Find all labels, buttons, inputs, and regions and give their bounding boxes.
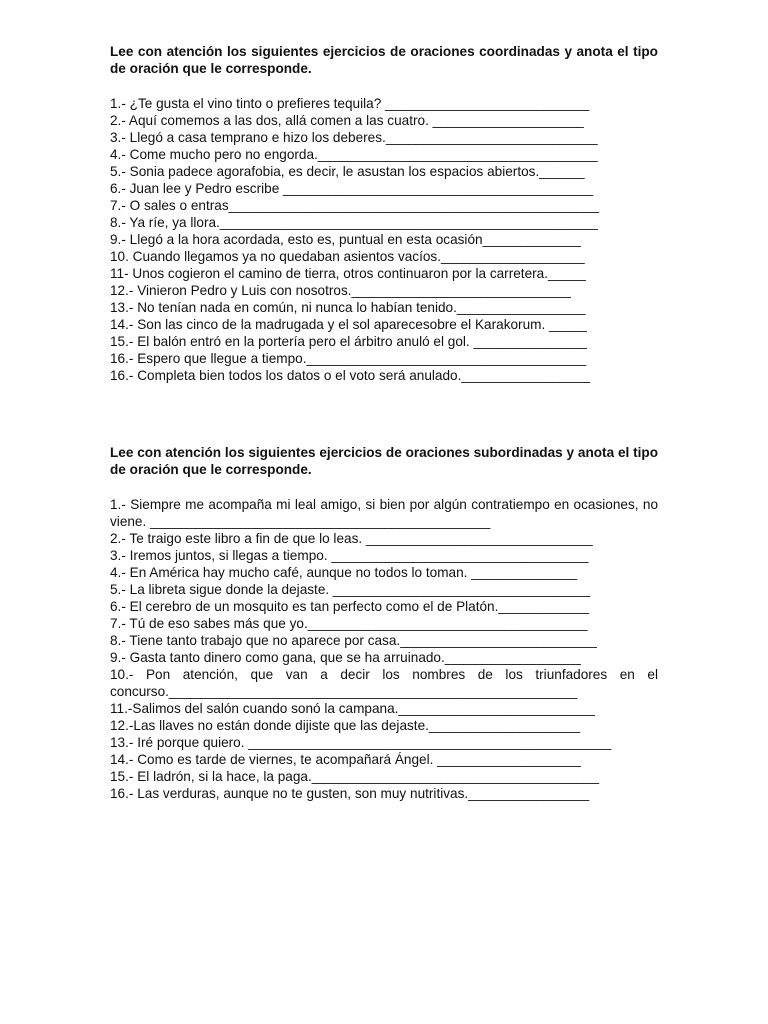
exercise-item: 11.-Salimos del salón cuando sonó la campana.__________________________ bbox=[110, 701, 595, 716]
subordinate-sentences-section bbox=[110, 444, 658, 802]
exercise-item: 3.- Iremos juntos, si llegas a tiempo. __________________________________ bbox=[110, 548, 589, 563]
exercise-item: 5.- Sonia padece agorafobia, es decir, le asustan los espacios abiertos.______ bbox=[110, 164, 585, 179]
exercise-item: 7.- Tú de eso sabes más que yo._____________________________________ bbox=[110, 616, 588, 631]
coordinate-sentences-section bbox=[110, 43, 658, 384]
exercise-list-subordinadas bbox=[110, 496, 658, 802]
exercise-item: 7.- O sales o entras_________________________________________________ bbox=[110, 198, 600, 213]
exercise-list-coordinadas bbox=[110, 95, 658, 384]
exercise-item: 8.- Ya ríe, ya llora.__________________________________________________ bbox=[110, 215, 598, 230]
exercise-item: 9.- Gasta tanto dinero como gana, que se ha arruinado.__________________ bbox=[110, 650, 581, 665]
exercise-item: 9.- Llegó a la hora acordada, esto es, puntual en esta ocasión_____________ bbox=[110, 232, 581, 247]
exercise-item: 2.- Te traigo este libro a fin de que lo leas. ______________________________ bbox=[110, 531, 593, 546]
exercise-item: 16.- Las verduras, aunque no te gusten, son muy nutritivas.________________ bbox=[110, 786, 590, 801]
exercise-item: 6.- Juan lee y Pedro escribe _________________________________________ bbox=[110, 181, 594, 196]
exercise-item: 3.- Llegó a casa temprano e hizo los deberes.____________________________ bbox=[110, 130, 598, 145]
exercise-item: 15.- El balón entró en la portería pero el árbitro anuló el gol. _______________ bbox=[110, 334, 587, 349]
exercise-item: 4.- En América hay mucho café, aunque no todos lo toman. ______________ bbox=[110, 565, 578, 580]
exercise-item: 16.- Completa bien todos los datos o el voto será anulado._________________ bbox=[110, 368, 590, 383]
section-heading-coordinadas: Lee con atención los siguientes ejercicios de oraciones coordinadas y anota el tipo de oración que le corresponde. bbox=[110, 44, 658, 76]
exercise-item: 8.- Tiene tanto trabajo que no aparece por casa.__________________________ bbox=[110, 633, 597, 648]
exercise-item: 1.- Siempre me acompaña mi leal amigo, si bien por algún contratiempo en ocasiones, no viene. _____________________________________________ bbox=[110, 497, 658, 529]
exercise-item: 15.- El ladrón, si la hace, la paga.______________________________________ bbox=[110, 769, 600, 784]
exercise-item: 10. Cuando llegamos ya no quedaban asientos vacíos.___________________ bbox=[110, 249, 585, 264]
exercise-item: 4.- Come mucho pero no engorda._____________________________________ bbox=[110, 147, 598, 162]
exercise-item: 10.- Pon atención, que van a decir los nombres de los triunfadores en el concurso.______________________________________________________ bbox=[110, 667, 658, 699]
exercise-item: 5.- La libreta sigue donde la dejaste. __________________________________ bbox=[110, 582, 590, 597]
exercise-item: 11- Unos cogieron el camino de tierra, otros continuaron por la carretera._____ bbox=[110, 266, 586, 281]
exercise-item: 2.- Aquí comemos a las dos, allá comen a las cuatro. ____________________ bbox=[110, 113, 584, 128]
exercise-item: 12.-Las llaves no están donde dijiste que las dejaste.____________________ bbox=[110, 718, 581, 733]
worksheet-page bbox=[110, 43, 658, 801]
section-heading-subordinadas: Lee con atención los siguientes ejercicios de oraciones subordinadas y anota el tipo de oración que le corresponde. bbox=[110, 445, 658, 477]
exercise-item: 14.- Son las cinco de la madrugada y el sol aparecesobre el Karakorum. _____ bbox=[110, 317, 587, 332]
exercise-item: 13.- No tenían nada en común, ni nunca lo habían tenido._________________ bbox=[110, 300, 586, 315]
exercise-item: 13.- Iré porque quiero. ________________________________________________ bbox=[110, 735, 612, 750]
exercise-item: 16.- Espero que llegue a tiempo._____________________________________ bbox=[110, 351, 587, 366]
exercise-item: 12.- Vinieron Pedro y Luis con nosotros._____________________________ bbox=[110, 283, 571, 298]
exercise-item: 1.- ¿Te gusta el vino tinto o prefieres tequila? ___________________________ bbox=[110, 96, 590, 111]
exercise-item: 14.- Como es tarde de viernes, te acompañará Ángel. ___________________ bbox=[110, 752, 581, 767]
exercise-item: 6.- El cerebro de un mosquito es tan perfecto como el de Platón.____________ bbox=[110, 599, 590, 614]
